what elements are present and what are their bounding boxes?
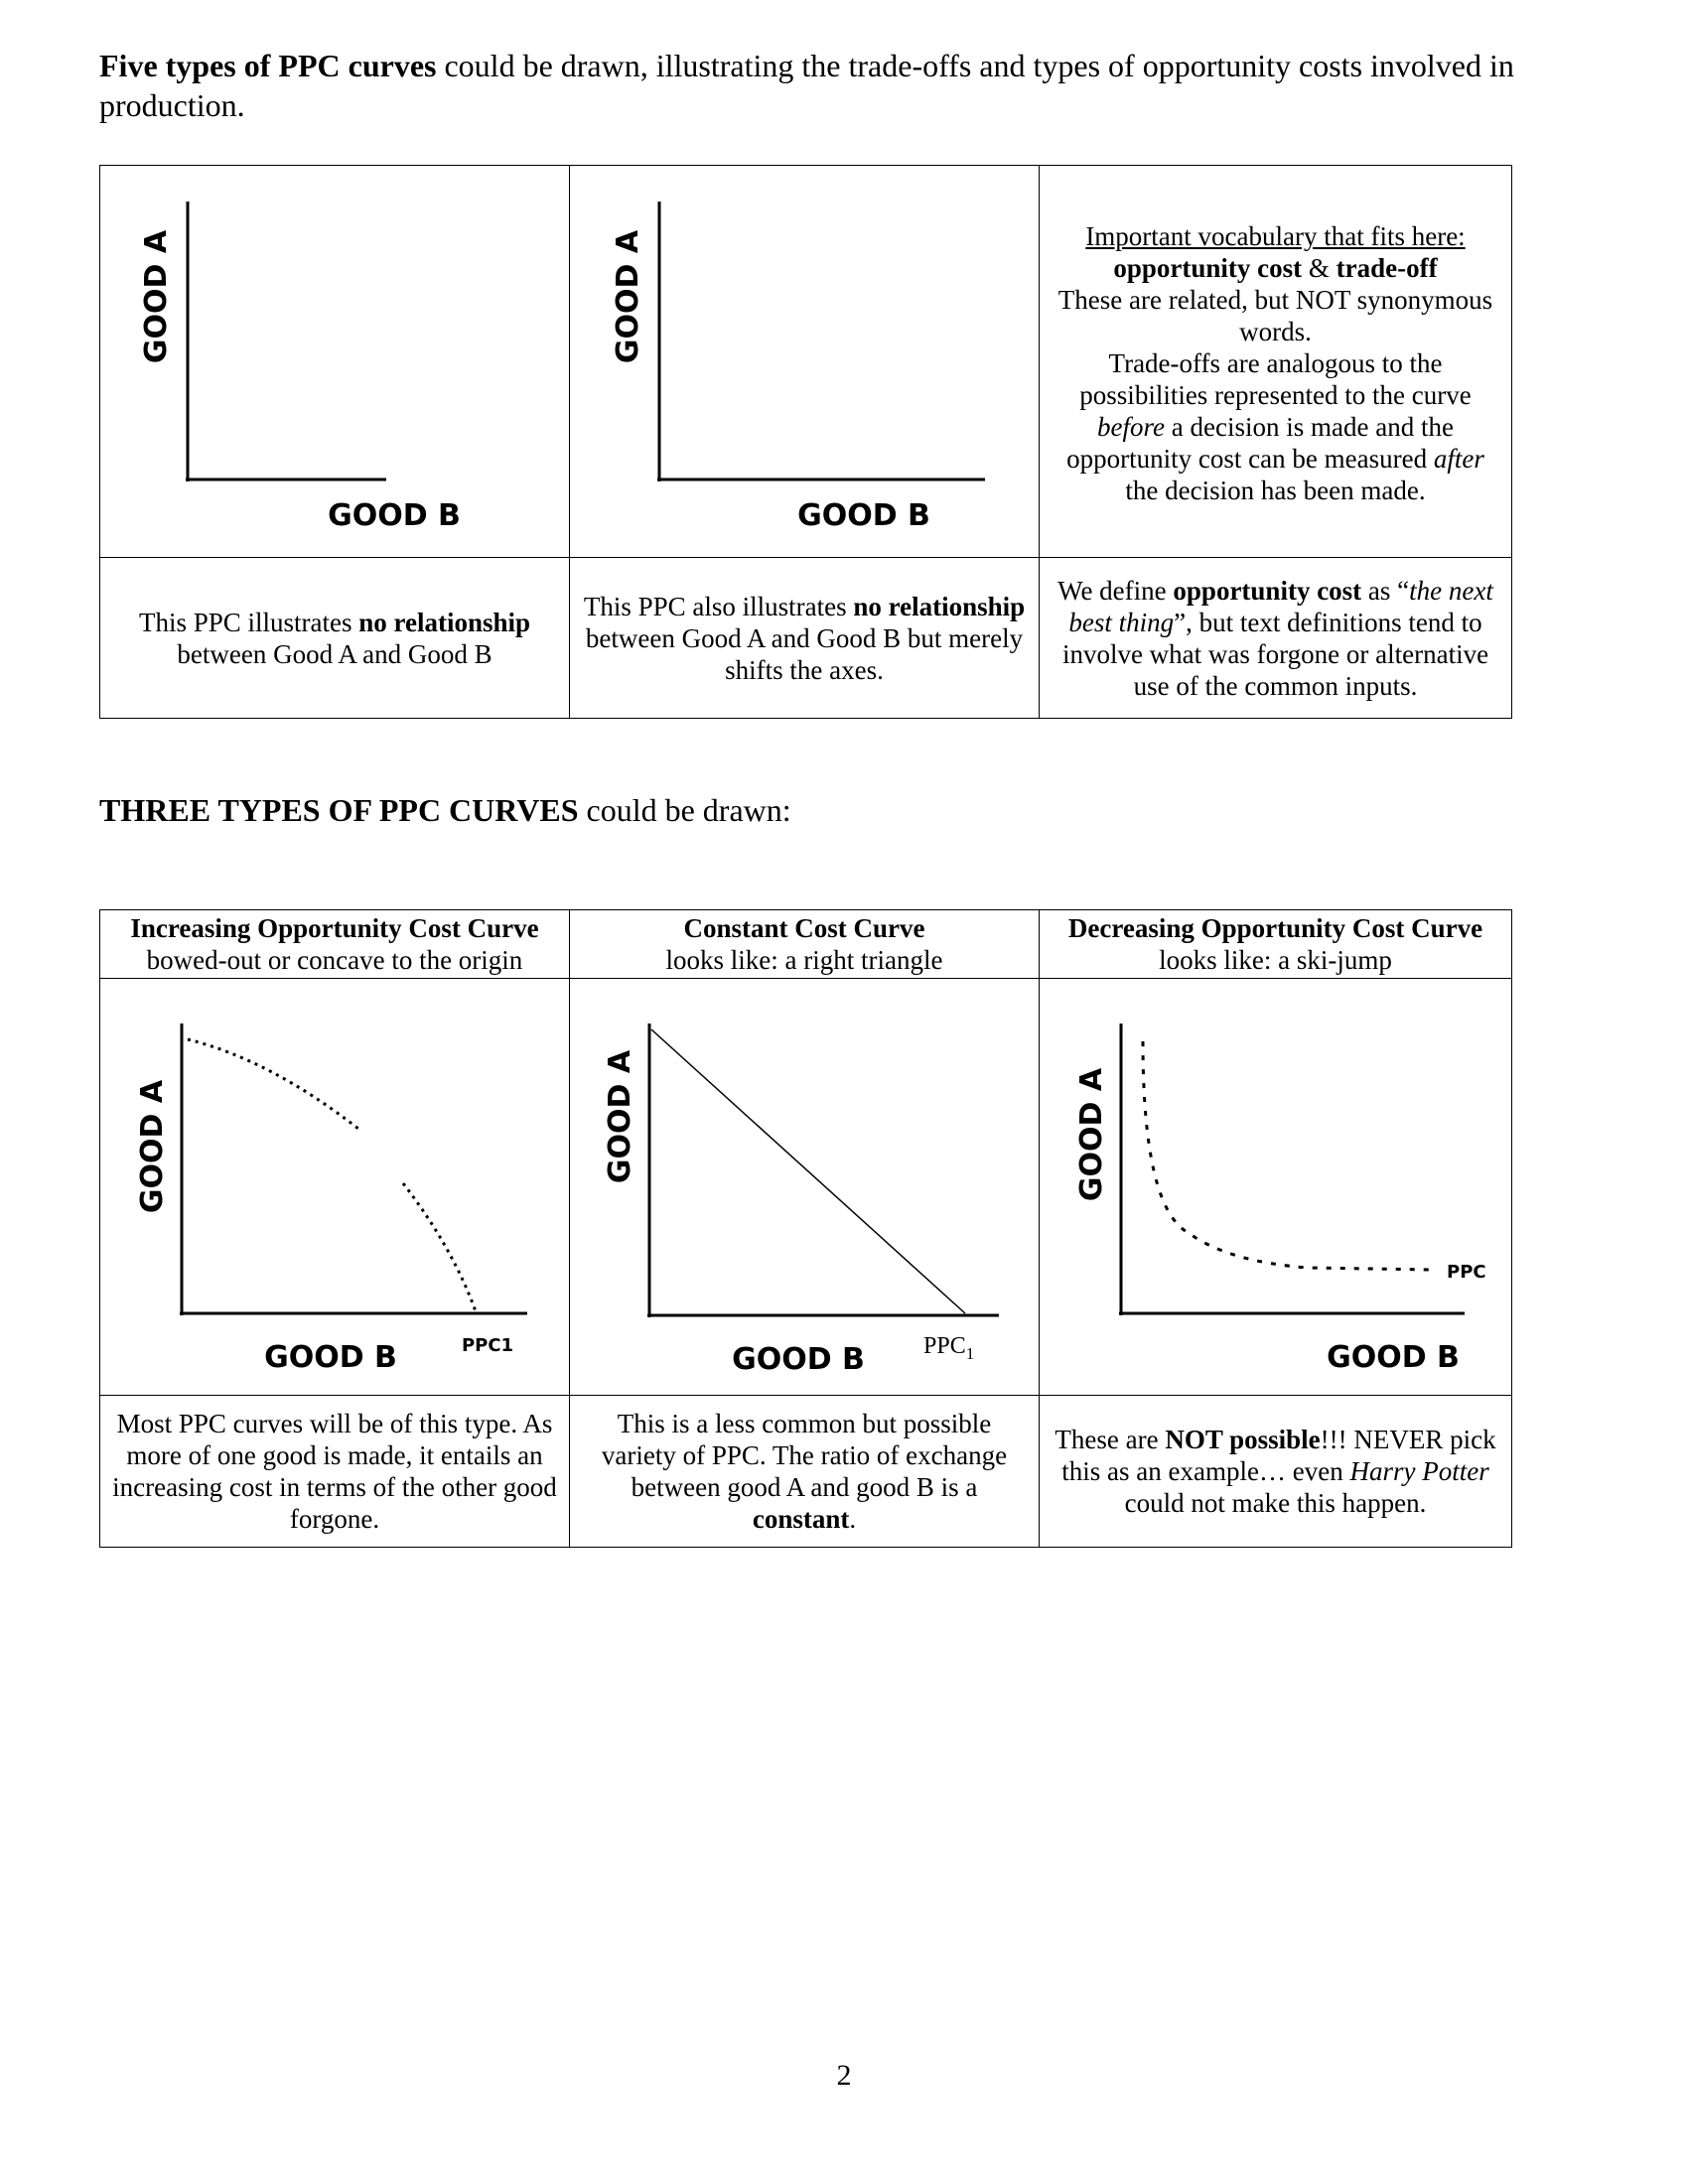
ppc-label-subscript: 1 [965,1343,975,1363]
vocab-text: a decision is made and the opportunity cost can be measured [1066,412,1454,474]
vocab-text: Trade-offs are analogous to the possibilities represented to the curve [1079,348,1472,410]
desc-text: as “ [1361,575,1410,606]
heading2-bold: THREE TYPES OF PPC CURVES [99,792,579,828]
col-title: Increasing Opportunity Cost Curve [130,913,539,943]
graph-cell-decreasing [1040,979,1512,1396]
desc-bold: NOT possible [1165,1425,1321,1454]
header-decreasing [1040,910,1512,979]
three-types-heading [99,790,791,830]
desc-text: between Good A and Good B but merely shifts the axes. [585,622,1024,685]
empty-graph-cell-1 [100,166,570,558]
col-subtitle: looks like: a ski-jump [1159,945,1392,975]
col-subtitle: bowed-out or concave to the origin [146,945,523,975]
ppc-curve [1143,1041,1432,1270]
graph-cell-constant [570,979,1040,1396]
desc-text: could not make this happen. [1124,1488,1427,1518]
ppc-label: PPC1 [461,1334,514,1356]
table-row [100,979,1512,1396]
ppc-label [923,1333,974,1363]
page-number: 2 [836,2059,852,2092]
desc-text: These are [1055,1425,1166,1454]
vocab-related-text: These are related, but NOT synonymous words. [1057,285,1493,346]
five-types-table [99,165,1512,719]
description-opportunity-cost [1040,558,1512,719]
empty-ppc-graph-2 [570,166,1039,557]
header-constant [570,910,1040,979]
x-axis-label: GOOD B [797,498,930,533]
x-axis-label: GOOD B [264,1339,397,1375]
ppc-label-main: PPC [923,1332,966,1359]
desc-bold: constant [752,1504,850,1534]
intro-bold: Five types of PPC curves [99,48,437,83]
x-axis-label: GOOD B [328,498,461,533]
header-increasing [100,910,570,979]
desc-text: . [849,1504,857,1534]
ppc-label: PPC [1447,1261,1486,1283]
description-increasing: Most PPC curves will be of this type. As more of one good is made, it entails an increasing cost in terms of the other good forgone. [100,1396,570,1548]
desc-text: ”, but text definitions tend to involve what was forgone or alternative use of the common inputs. [1061,607,1489,701]
vocabulary-note [1040,166,1512,558]
vocab-heading: Important vocabulary that fits here: [1085,221,1466,251]
ppc-line [651,1029,965,1313]
desc-bold: no relationship [358,607,531,637]
col-subtitle: looks like: a right triangle [665,945,943,975]
vocab-text: the decision has been made. [1125,476,1426,505]
intro-paragraph [99,46,1599,125]
decreasing-cost-graph [1040,980,1510,1395]
y-axis-label: GOOD A [139,229,174,364]
intro-rest: could be drawn, illustrating the trade-offs and types of opportunity costs involved in production. [99,48,1514,123]
col-title: Constant Cost Curve [683,913,925,943]
x-axis-label: GOOD B [1327,1339,1460,1375]
vocab-before: before [1097,412,1166,442]
table-row [100,910,1512,979]
table-row [100,166,1512,558]
vocab-after: after [1433,444,1484,474]
description-decreasing [1040,1396,1512,1548]
ppc-curve-lower [403,1183,476,1311]
desc-bold: opportunity cost [1173,575,1362,606]
description-shifted-axes [570,558,1040,719]
increasing-cost-graph [100,980,569,1395]
heading2-rest: could be drawn: [578,792,791,828]
empty-graph-cell-2 [570,166,1040,558]
desc-text: We define [1057,575,1174,606]
desc-text: !!! NEVER pick this as an example… even [1061,1425,1496,1486]
description-no-relationship [100,558,570,719]
empty-ppc-graph-1 [100,166,569,557]
desc-text: This is a less common but possible variety of PPC. The ratio of exchange between good A and good B is a [601,1409,1008,1502]
desc-text: between Good A and Good B [177,638,492,669]
col-title: Decreasing Opportunity Cost Curve [1067,913,1483,943]
ppc-curve-upper [188,1039,358,1129]
y-axis-label: GOOD A [611,229,645,364]
table-row [100,558,1512,719]
x-axis-label: GOOD B [732,1341,865,1377]
desc-italic: Harry Potter [1349,1456,1489,1486]
y-axis-label: GOOD A [135,1079,170,1213]
description-constant [570,1396,1040,1548]
desc-text: This PPC illustrates [138,607,359,637]
three-types-table [99,909,1512,1548]
y-axis-label: GOOD A [603,1049,637,1183]
vocab-ampersand: & [1302,253,1336,283]
table-row [100,1396,1512,1548]
vocab-term-trade-off: trade-off [1336,253,1438,283]
y-axis-label: GOOD A [1074,1067,1109,1201]
vocab-term-opportunity-cost: opportunity cost [1113,253,1303,283]
constant-cost-graph [570,980,1039,1395]
graph-cell-increasing [100,979,570,1396]
desc-bold: no relationship [853,591,1026,621]
desc-text: This PPC also illustrates [583,591,854,621]
desc-italic: the next best thing [1068,575,1493,637]
